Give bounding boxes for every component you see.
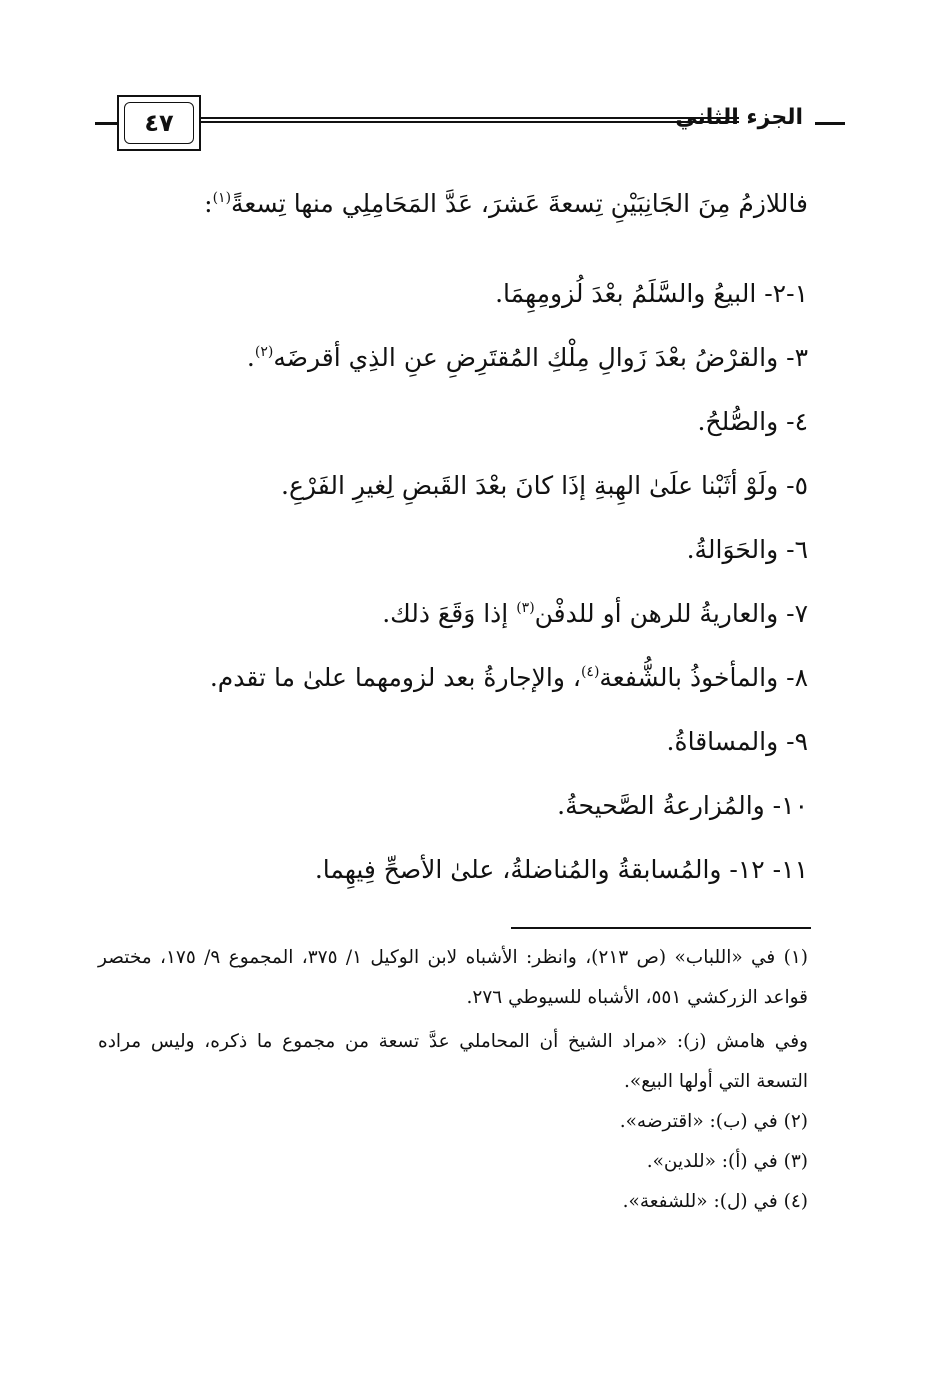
intro-text: فاللازمُ مِنَ الجَانِبَيْنِ تِسعةَ عَشرَ، عَدَّ المَحَامِلِي منها تِسعةً xyxy=(231,189,808,218)
footnote-ref: (٤) xyxy=(580,664,600,680)
list-item-tail: ، والإجارةُ بعد لزومهما علىٰ ما تقدم. xyxy=(209,663,581,692)
list-item xyxy=(118,262,808,326)
list-item-text: ٦- والحَوَالةُ. xyxy=(686,535,808,564)
list-item-text: ٧- والعاريةُ للرهن أو للدفْن xyxy=(534,599,808,628)
list-item-text: ٨- والمأخوذُ بالشُّفعة xyxy=(599,663,808,692)
header-rule xyxy=(201,117,739,123)
list-item xyxy=(118,710,808,774)
list-item xyxy=(118,774,808,838)
page-number-frame xyxy=(117,95,201,151)
list-item xyxy=(118,326,808,390)
list-item xyxy=(118,390,808,454)
footnote-ref: (٢) xyxy=(254,344,274,360)
list-item-text: ٩- والمساقاةُ. xyxy=(666,727,808,756)
list-item-text: ٥- ولَوْ أثَبْنا علَىٰ الهِبةِ إذَا كانَ بعْدَ القَبضِ لِغيرِ الفَرْعِ. xyxy=(281,471,808,500)
list-item xyxy=(118,838,808,902)
footnote-3: (٣) في (أ): «للدين». xyxy=(646,1151,808,1172)
list-item-text: ٣- والقرْضُ بعْدَ زَوالِ مِلْكِ المُقتَرِضِ عنِ الذِي أقرضَه xyxy=(273,343,808,372)
list-item-text: ١-٢- البيعُ والسَّلَمُ بعْدَ لُزومِهِمَا. xyxy=(495,279,808,308)
list-item-tail: . xyxy=(246,343,255,372)
list-item xyxy=(118,454,808,518)
list-item-text: ١٠- والمُزارعةُ الصَّحيحةُ. xyxy=(557,791,808,820)
list-item-text: ٤- والصُّلحُ. xyxy=(697,407,808,436)
intro-tail: : xyxy=(204,189,213,218)
main-text xyxy=(118,172,808,902)
footnote-ref: (١) xyxy=(212,190,232,206)
footnote-ref: (٣) xyxy=(516,600,535,616)
header-rule-stub-right xyxy=(815,122,845,125)
footnote-1: (١) في «اللباب» (ص ٢١٣)، وانظر: الأشباه لابن الوكيل ١/ ٣٧٥، المجموع ٩/ ١٧٥، مختصر قواعد الزركشي ٥٥١، الأشباه للسيوطي ٢٧٦. xyxy=(98,947,808,1008)
running-title: الجزء الثاني xyxy=(675,105,803,130)
footnote-1-note: وفي هامش (ز): «مراد الشيخ أن المحاملي عدَّ تسعة من مجموع ما ذكره، وليس مراده التسعة التي أولها البيع». xyxy=(98,1031,808,1092)
intro-line xyxy=(118,172,808,262)
page-number: ٤٧ xyxy=(124,102,194,144)
list-item-text: ١١- ١٢- والمُسابقةُ والمُناضلةُ، علىٰ الأصحِّ فِيهِما. xyxy=(314,855,808,884)
page-header xyxy=(95,95,845,155)
list-item xyxy=(118,646,808,710)
footnote-separator xyxy=(511,927,811,929)
header-rule-stub-left xyxy=(95,122,117,125)
list-item xyxy=(118,518,808,582)
list-item-tail: إذا وَقَعَ ذلك. xyxy=(382,599,517,628)
footnotes xyxy=(98,938,808,1222)
footnote-4: (٤) في (ل): «للشفعة». xyxy=(622,1191,808,1212)
list-item xyxy=(118,582,808,646)
footnote-2: (٢) في (ب): «اقترضه». xyxy=(619,1111,808,1132)
